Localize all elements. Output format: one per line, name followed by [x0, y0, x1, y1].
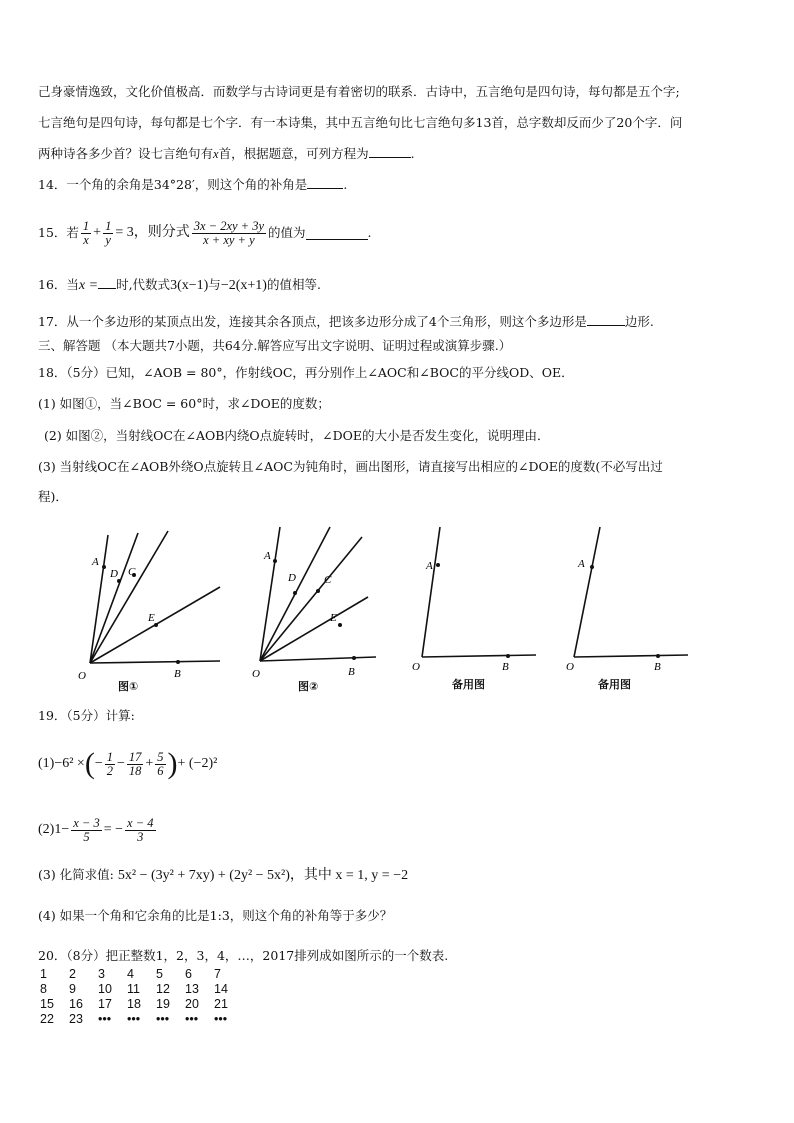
- question-17: 17．从一个多边形的某顶点出发，连接其余各顶点，把该多边形分成了4个三角形，则这个多边形是 边形.: [38, 314, 654, 329]
- svg-text:A: A: [92, 556, 99, 568]
- fraction-1-over-x: $\frac{1}{x}$: [82, 218, 90, 247]
- number-table: [40, 967, 243, 1027]
- intro-line-1: 己身豪情逸致，文化价值极高．而数学与古诗词更是有着密切的联系．古诗中，五言绝句是四句诗，每句都是五个字;: [38, 84, 680, 99]
- question-18-head: 18．（5分）已知，∠AOB = 80°，作射线OC，再分别作上∠AOC和∠BOC的平分线OD、OE．: [38, 365, 574, 380]
- svg-text:D: D: [110, 568, 118, 580]
- fraction-expression: $\frac{3x - 2xy + 3y}{x + xy + y}$: [193, 218, 265, 247]
- question-18-part-1: (1) 如图①，当∠BOC = 60°时，求∠DOE的度数；: [38, 396, 330, 411]
- question-18-part-2: (2) 如图②，当射线OC在∠AOB内绕O点旋转时，∠DOE的大小是否发生变化，说明理由．: [44, 428, 550, 443]
- figure-caption-2: 图②: [298, 680, 319, 693]
- answer-blank[interactable]: [98, 276, 116, 289]
- svg-text:O: O: [78, 670, 86, 682]
- svg-text:C: C: [128, 566, 136, 578]
- answer-blank[interactable]: [369, 145, 411, 158]
- svg-text:O: O: [566, 661, 574, 673]
- svg-text:A: A: [426, 560, 433, 572]
- answer-blank[interactable]: [307, 176, 343, 189]
- question-14: 14．一个角的余角是34°28′，则这个角的补角是 .: [38, 177, 348, 192]
- figure-3: [408, 525, 548, 689]
- svg-text:O: O: [252, 668, 260, 680]
- svg-text:A: A: [264, 550, 271, 562]
- svg-text:D: D: [288, 572, 296, 584]
- figure-caption-3: 备用图: [452, 678, 485, 691]
- svg-text:B: B: [654, 661, 661, 673]
- figure-2: [240, 525, 400, 689]
- question-18-part-3b: 程)．: [38, 489, 68, 504]
- question-19-part-4: (4) 如果一个角和它余角的比是1:3，则这个角的补角等于多少？: [38, 908, 393, 923]
- table-row: 1 2 3 4 5 6 7: [40, 967, 221, 981]
- svg-text:B: B: [348, 666, 355, 678]
- intro-line-2: 七言绝句是四句诗，每句都是七个字．有一本诗集，其中五言绝句比七言绝句多13首，总字数却反而少了20个字．问: [38, 115, 683, 130]
- intro-line-3: 两种诗各多少首？设七言绝句有x首，根据题意，可列方程为 .: [38, 146, 415, 161]
- table-row: 8 9 10 11 12 13 14: [40, 982, 228, 996]
- svg-text:B: B: [502, 661, 509, 673]
- table-row: 15 16 17 18 19 20 21: [40, 997, 228, 1011]
- question-20-head: 20．（8分）把正整数1，2，3，4，…，2017排列成如图所示的一个数表.: [38, 948, 449, 963]
- figure-1: [70, 525, 230, 689]
- question-16: 16．当x = 时,代数式3(x−1)与−2(x+1)的值相等.: [38, 277, 321, 293]
- svg-text:E: E: [148, 612, 155, 624]
- section-heading: 三、解答题 （本大题共7小题，共64分.解答应写出文字说明、证明过程或演算步骤.）: [38, 338, 512, 353]
- figure-caption-4: 备用图: [598, 678, 631, 691]
- table-row: 22 23 ••• ••• ••• ••• •••: [40, 1012, 228, 1026]
- svg-text:A: A: [578, 558, 585, 570]
- question-15: 15．若 $\frac{1}{x}$ + $\frac{1}{y}$ = 3，则分式 $\frac{3x - 2xy + 3y}{x + xy + y}$ 的值为 .: [38, 218, 372, 247]
- answer-blank[interactable]: [587, 313, 625, 326]
- figure-caption-1: 图①: [118, 680, 139, 693]
- answer-blank[interactable]: [306, 227, 368, 240]
- svg-text:B: B: [174, 668, 181, 680]
- question-18-part-3: (3) 当射线OC在∠AOB外绕O点旋转且∠AOC为钝角时，画出图形，请直接写出相应的∠DOE的度数(不必写出过: [38, 459, 663, 474]
- question-19-part-3: (3) 化简求值: 5x² − (3y² + 7xy) + (2y² − 5x²)，其中 x = 1, y = −2: [38, 867, 409, 883]
- question-19-part-2: (2)1− $\frac{x - 3}{5}$ = − $\frac{x - 4}{3}$: [38, 815, 154, 844]
- figure-4: [562, 525, 702, 689]
- question-19-part-1: (1)−6² × ( − $\frac{1}{2}$ − $\frac{17}{18}$ + $\frac{5}{6}$ ) + (−2)²: [38, 747, 218, 780]
- svg-text:O: O: [412, 661, 420, 673]
- question-19-head: 19．（5分）计算:: [38, 708, 135, 723]
- svg-text:E: E: [330, 612, 337, 624]
- svg-text:C: C: [324, 574, 332, 586]
- fraction-1-over-y: $\frac{1}{y}$: [105, 218, 112, 247]
